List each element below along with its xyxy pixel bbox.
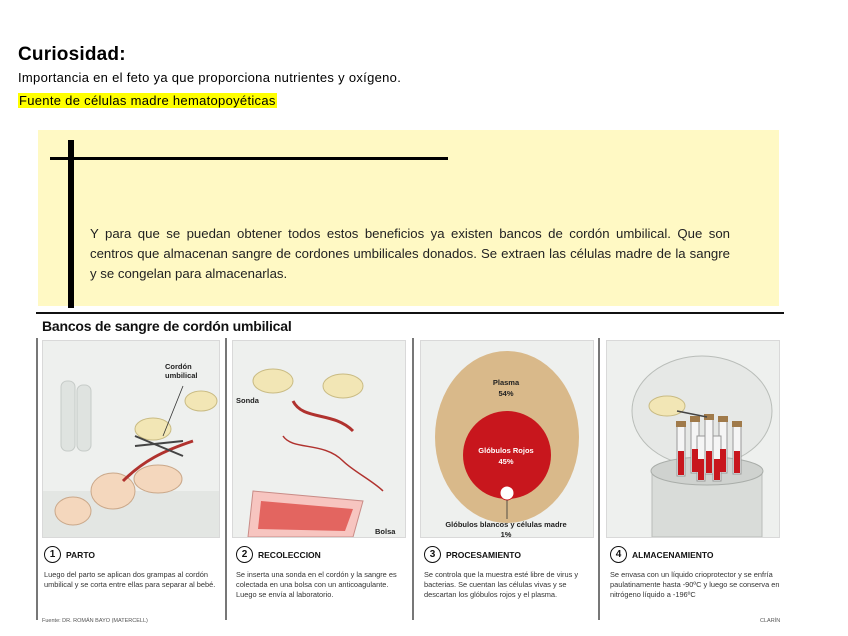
plasma-percent: 54% <box>498 389 514 398</box>
credit-note: CLARÍN <box>760 618 781 624</box>
panel-collection-image <box>232 340 406 538</box>
step-title: RECOLECCION <box>258 549 321 560</box>
horizontal-rule <box>50 157 448 160</box>
blood-composition-illustration <box>421 341 593 537</box>
infographic-title: Bancos de sangre de cordón umbilical <box>42 318 292 334</box>
panel-separator <box>598 338 600 620</box>
sonda-label: Sonda <box>236 396 259 405</box>
importance-text: Importancia en el feto ya que proporciona nutrientes y oxígeno. <box>18 70 402 85</box>
bolsa-label: Bolsa <box>375 527 396 536</box>
cryo-storage-illustration <box>607 341 779 537</box>
step-title: PROCESAMIENTO <box>446 549 521 560</box>
step-number-badge: 2 <box>236 546 253 563</box>
step-number-badge: 3 <box>424 546 441 563</box>
step-3-description: Se controla que la muestra esté libre de virus y bacterias. Se cuentan las células vivas y se descartan los glóbulos rojos y el plasma. <box>424 570 579 599</box>
step-title: ALMACENAMIENTO <box>632 549 714 560</box>
rbc-percent: 45% <box>498 457 514 466</box>
step-title: PARTO <box>66 549 95 560</box>
vertical-rule <box>68 140 74 308</box>
wbc-label: Glóbulos blancos y células madre <box>445 520 567 529</box>
step-2-description: Se inserta una sonda en el cordón y la sangre es colectada en una bolsa con un anticoagulante. Luego se envía al laboratorio. <box>236 570 397 599</box>
step-4-description: Se envasa con un líquido crioprotector y se enfría paulatinamente hasta -90ºC y luego se conserva en nitrógeno líquido a -196ºC <box>610 570 780 599</box>
plasma-label: Plasma <box>492 378 520 387</box>
note-paragraph: Y para que se puedan obtener todos estos beneficios ya existen bancos de cordón umbilical. Que son centros que almacenan sangre de cordones umbilicales donados. Se extraen las células madre de la sangre y se congelan para almacenarlas. <box>90 226 730 281</box>
step-1-description: Luego del parto se aplican dos grampas al cordón umbilical y se corta entre ellas para separar al bebé. <box>44 570 216 589</box>
highlighted-text: Fuente de células madre hematopoyéticas <box>19 93 276 108</box>
panel-separator <box>225 338 227 620</box>
step-3-heading <box>424 546 521 563</box>
step-1-heading <box>44 546 95 563</box>
collection-illustration <box>233 341 405 537</box>
panel-separator <box>412 338 414 620</box>
step-number-badge: 1 <box>44 546 61 563</box>
source-note: Fuente: DR. ROMÁN BAYO (MATERCELL) <box>42 618 148 624</box>
step-number-badge: 4 <box>610 546 627 563</box>
rbc-label: Glóbulos Rojos <box>478 446 534 455</box>
cord-label: Cordón umbilical <box>165 362 198 380</box>
page-title: Curiosidad: <box>18 44 126 65</box>
infographic-top-rule <box>36 312 784 314</box>
step-2-heading <box>236 546 321 563</box>
panel-storage-image <box>606 340 780 538</box>
wbc-percent: 1% <box>500 530 512 539</box>
step-4-heading <box>610 546 714 563</box>
panel-separator <box>36 338 38 620</box>
panel-processing-image <box>420 340 594 538</box>
